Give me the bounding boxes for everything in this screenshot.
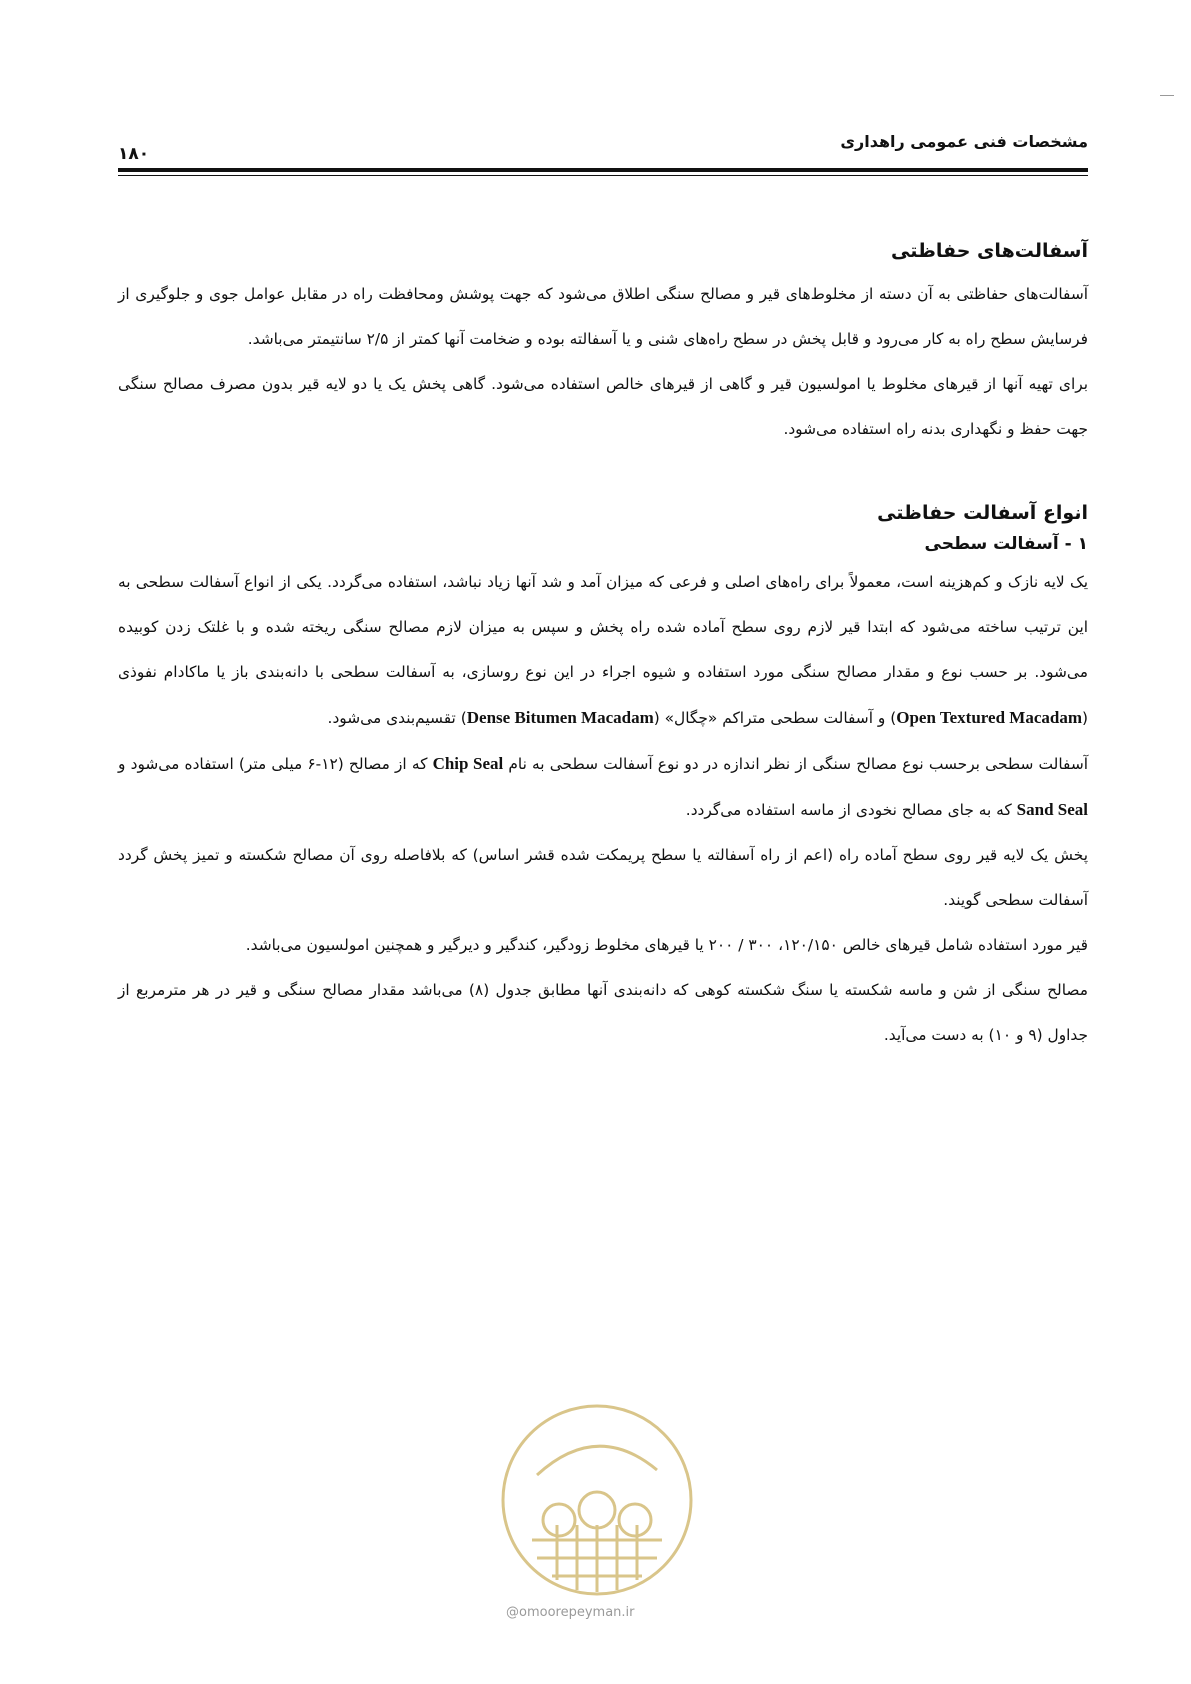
logo-arc <box>537 1446 657 1475</box>
watermark-logo <box>497 1400 697 1600</box>
paragraph <box>118 741 1088 833</box>
main-content <box>118 240 1088 1058</box>
text-run: ) و آسفالت سطحی متراکم «چگال» ( <box>653 709 897 727</box>
subheading-surface-asphalt: ۱ - آسفالت سطحی <box>924 534 1088 554</box>
scan-mark <box>1160 95 1174 96</box>
text-run: که به جای مصالح نخودی از ماسه استفاده می‌گردد. <box>685 801 1017 819</box>
paragraph: آسفالت‌های حفاظتی به آن دسته از مخلوط‌های قیر و مصالح سنگی اطلاق می‌شود که جهت پوشش ومحافظت راه در مقابل عوامل جوی و جلوگیری از فرسایش سطح راه به کار می‌رود و قابل پخش در سطح راه‌های شنی و یا آسفالته بوده و ضخامت آنها کمتر از ۲/۵ سانتیمتر می‌باشد. <box>118 285 1088 348</box>
text-run: که از مصالح (۱۲-۶ میلی متر) استفاده می‌شود و <box>118 755 433 773</box>
book-title: مشخصات فنی عمومی راهداری <box>840 132 1088 151</box>
paragraph: مصالح سنگی از شن و ماسه شکسته یا سنگ شکسته کوهی که دانه‌بندی آنها مطابق جدول (۸) می‌باشد مقدار مصالح سنگی و قیر در هر مترمربع از جداول (۹ و ۱۰) به دست می‌آید. <box>118 981 1088 1044</box>
header-rule-thin <box>118 175 1088 176</box>
latin-term: Dense Bitumen Macadam <box>466 708 654 727</box>
section-heading-types: انواع آسفالت حفاظتی <box>877 502 1088 524</box>
latin-term: Chip Seal <box>432 754 504 773</box>
paragraph: قیر مورد استفاده شامل قیرهای خالص ۱۲۰/۱۵۰، ۳۰۰ / ۲۰۰ یا قیرهای مخلوط زودگیر، کندگیر و دیرگیر و همچنین امولسیون می‌باشد. <box>245 936 1088 954</box>
text-run: یک لایه نازک و کم‌هزینه است، معمولاً برای راه‌های اصلی و فرعی که میزان آمد و شد آنها زیاد نباشد، استفاده می‌گردد. یکی از انواع آسفالت سطحی به این ترتیب ساخته می‌شود که ابتدا قیر لازم روی سطح آماده شده راه پخش و سپس به میزان لازم مصالح سنگی ریخته شده و با غلتک زدن کوبیده می‌شود. بر حسب نوع و مقدار مصالح سنگی مورد استفاده و شیوه اجراء در این نوع روسازی، به آسفالت سطحی با دانه‌بندی باز یا ماکادام نفوذی ( <box>118 573 1088 727</box>
gear-icon <box>579 1492 615 1528</box>
paragraph <box>118 560 1088 741</box>
text-run: آسفالت سطحی برحسب نوع مصالح سنگی از نظر اندازه در دو نوع آسفالت سطحی به نام <box>503 755 1089 773</box>
page-number: ۱۸۰ <box>118 144 150 164</box>
spacer <box>118 452 1088 502</box>
latin-term: Open Textured Macadam <box>896 708 1082 727</box>
latin-term: Sand Seal <box>1016 800 1088 819</box>
paragraph: برای تهیه آنها از قیرهای مخلوط یا امولسیون قیر و گاهی از قیرهای خالص استفاده می‌شود. گاهی پخش یک یا دو لایه قیر بدون مصرف مصالح سنگی جهت حفظ و نگهداری بدنه راه استفاده می‌شود. <box>118 375 1088 438</box>
gear-icon <box>543 1504 575 1536</box>
text-run: ) تقسیم‌بندی می‌شود. <box>327 709 467 727</box>
watermark-website: @omoorepeyman.ir <box>506 1605 635 1620</box>
header-rule-thick <box>118 168 1088 172</box>
paragraph: پخش یک لایه قیر روی سطح آماده راه (اعم از راه آسفالته یا سطح پریمکت شده قشر اساس) که بلافاصله روی آن مصالح شکسته و تمیز پخش گردد آسفالت سطحی گویند. <box>118 846 1088 909</box>
gear-icon <box>619 1504 651 1536</box>
section-heading-protective-asphalt: آسفالت‌های حفاظتی <box>891 240 1088 262</box>
page-header <box>118 132 1088 182</box>
